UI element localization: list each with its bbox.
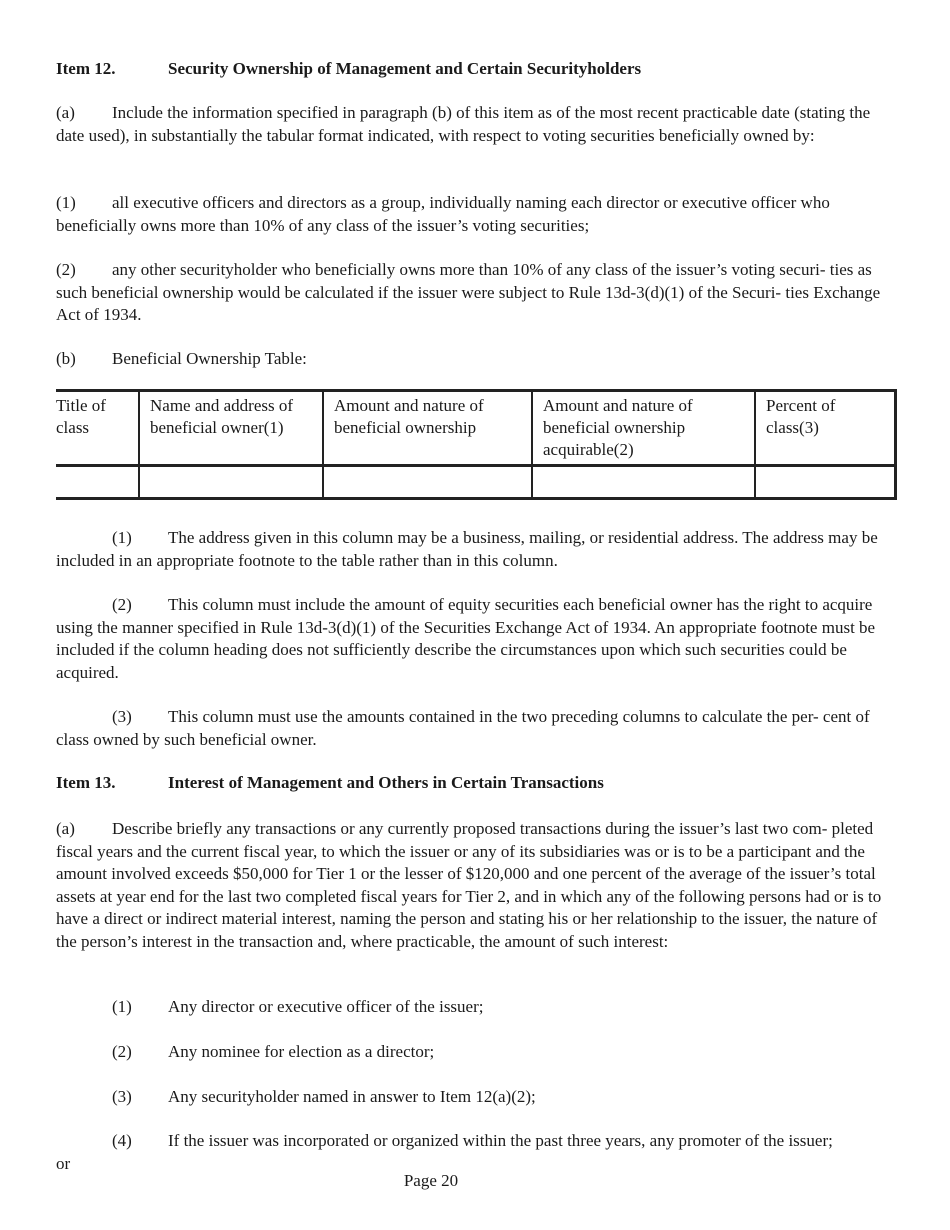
item-12-number: Item 12. xyxy=(56,59,116,78)
column-header-percent-of-class: Percent of class(3) xyxy=(755,391,895,466)
table-cell xyxy=(139,466,323,499)
list-item xyxy=(112,996,894,1019)
footnote-label: (1) xyxy=(112,528,132,547)
item-13-title: Interest of Management and Others in Certain Transactions xyxy=(168,773,604,792)
list-item-text: If the issuer was incorporated or organized within the past three years, any promoter of the issuer; xyxy=(168,1131,833,1150)
paragraph-text: Beneficial Ownership Table: xyxy=(112,349,307,368)
list-item-label: (4) xyxy=(112,1131,132,1150)
paragraph-text: Describe briefly any transactions or any currently proposed transactions during the issuer’s last two com- pleted fiscal years and the current fiscal year, to which the issuer or any of its subsidiaries was or is to be a participant and the amount involved exceeds $50,000 for Tier 1 or the lesser of $120,000 and one percent of the average of the issuer’s total assets at year end for the last two completed fiscal years for Tier 2, and in which any of the following persons had or is to have a direct or indirect material interest, naming the person and stating his or her relationship to the issuer, the nature of the person’s interest in the transaction and, where practicable, the amount of such interest: xyxy=(56,819,882,951)
item-12-paragraph-2 xyxy=(56,259,894,327)
paragraph-label: (2) xyxy=(56,260,76,279)
item-13-number: Item 13. xyxy=(56,773,116,792)
footnote-text: The address given in this column may be a business, mailing, or residential address. The address may be included in an appropriate footnote to the table rather than in this column. xyxy=(56,528,878,570)
footnote-2 xyxy=(56,594,894,684)
column-header-name-address: Name and address of beneficial owner(1) xyxy=(139,391,323,466)
paragraph-text: Include the information specified in paragraph (b) of this item as of the most recent practicable date (stating the date used), in substantially the tabular format indicated, with respect to voting securities beneficially owned by: xyxy=(56,103,871,145)
list-item xyxy=(112,1130,894,1153)
footnote-text: This column must use the amounts contained in the two preceding columns to calculate the per- cent of class owned by such beneficial owner. xyxy=(56,707,870,749)
column-header-title-of-class: Title of class xyxy=(56,391,139,466)
list-item-text: Any director or executive officer of the issuer; xyxy=(168,997,484,1016)
paragraph-label: (b) xyxy=(56,349,76,368)
list-item-label: (1) xyxy=(112,997,132,1016)
paragraph-label: (a) xyxy=(56,819,75,838)
table-header-row xyxy=(56,391,895,466)
table-cell xyxy=(56,466,139,499)
list-item xyxy=(112,1041,894,1064)
column-header-amount-nature: Amount and nature of beneficial ownership xyxy=(323,391,532,466)
item-12-title: Security Ownership of Management and Certain Securityholders xyxy=(168,59,642,78)
paragraph-label: (1) xyxy=(56,193,76,212)
list-item-text: Any securityholder named in answer to Item 12(a)(2); xyxy=(168,1087,536,1106)
table-cell xyxy=(532,466,755,499)
item-12-paragraph-b xyxy=(56,348,894,371)
footnote-text: This column must include the amount of equity securities each beneficial owner has the right to acquire using the manner specified in Rule 13d-3(d)(1) of the Securities Exchange Act of 1934. An appropriate footnote must be included if the column heading does not sufficiently describe the circumstances upon which such securities could be acquired. xyxy=(56,595,876,682)
footnote-label: (3) xyxy=(112,707,132,726)
list-item-label: (3) xyxy=(112,1087,132,1106)
footnote-label: (2) xyxy=(112,595,132,614)
page-number: Page 20 xyxy=(403,1171,459,1190)
item-12-paragraph-a xyxy=(56,102,894,147)
item-12-paragraph-1 xyxy=(56,192,894,237)
list-item-label: (2) xyxy=(112,1042,132,1061)
table-cell xyxy=(323,466,532,499)
footnote-1 xyxy=(56,527,894,572)
footnote-3 xyxy=(56,706,894,751)
paragraph-label: (a) xyxy=(56,103,75,122)
table-cell xyxy=(755,466,895,499)
list-item-text: Any nominee for election as a director; xyxy=(168,1042,435,1061)
item-13-paragraph-a xyxy=(56,818,894,953)
paragraph-text: all executive officers and directors as a group, individually naming each director or executive officer who beneficially owns more than 10% of any class of the issuer’s voting securities; xyxy=(56,193,830,235)
trailing-or-text: or xyxy=(56,1154,71,1173)
table-row xyxy=(56,466,895,499)
list-item xyxy=(112,1086,894,1109)
paragraph-text: any other securityholder who beneficially owns more than 10% of any class of the issuer’s voting securi- ties as such beneficial ownership would be calculated if the issuer were subject to Rule 13d-3(d)(1) of the Securi- ties Exchange Act of 1934. xyxy=(56,260,881,324)
beneficial-ownership-table xyxy=(56,389,897,500)
column-header-amount-acquirable: Amount and nature of beneficial ownership acquirable(2) xyxy=(532,391,755,466)
